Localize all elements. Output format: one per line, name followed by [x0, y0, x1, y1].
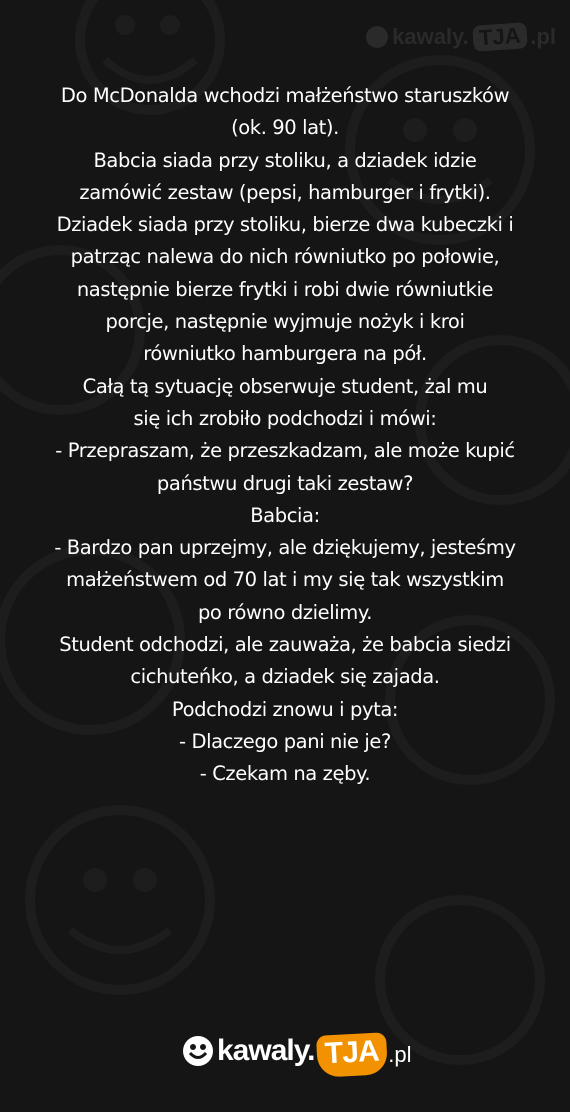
joke-line: Całą tą sytuację obserwuje student, żal mu	[82, 374, 488, 398]
joke-line: - Dlaczego pani nie je?	[179, 729, 391, 753]
joke-line: następnie bierze frytki i robi dwie równiutkie	[76, 277, 494, 301]
joke-line: cichuteńko, a dziadek się zajada.	[130, 665, 440, 689]
joke-line: - Bardzo pan uprzejmy, ale dziękujemy, jesteśmy	[54, 536, 516, 560]
brand-name: kawaly.	[217, 1034, 315, 1067]
joke-line: Babcia siada przy stoliku, a dziadek idzie	[93, 148, 477, 172]
joke-line: - Czekam na zęby.	[199, 762, 371, 786]
joke-line: państwu drugi taki zestaw?	[156, 471, 414, 495]
joke-line: się ich zrobiło podchodzi i mówi:	[133, 406, 437, 430]
top-watermark-pl: .pl	[530, 24, 556, 49]
brand-logo[interactable]	[183, 1030, 411, 1072]
joke-line: Student odchodzi, ale zauważa, że babcia siedzi	[59, 633, 511, 657]
joke-line: Babcia:	[250, 503, 320, 527]
top-watermark-name: kawaly.	[392, 24, 469, 49]
top-watermark-tja: TJA	[472, 22, 527, 52]
brand-domain: .pl	[388, 1042, 412, 1067]
joke-line: porcje, następnie wyjmuje nożyk i kroi	[105, 310, 465, 334]
joke-line: zamówić zestaw (pepsi, hamburger i frytki).	[79, 180, 491, 204]
joke-line: Dziadek siada przy stoliku, bierze dwa kubeczki i	[56, 213, 514, 237]
joke-line: po równo dzielimy.	[197, 600, 373, 624]
brand-tja-badge: TJA	[315, 1032, 387, 1078]
smiley-icon	[366, 26, 388, 48]
joke-line: - Przepraszam, że przeszkadzam, ale może kupić	[55, 439, 515, 463]
smiley-icon	[183, 1036, 213, 1066]
joke-line: Do McDonalda wchodzi małżeństwo staruszków	[60, 84, 510, 107]
joke-line: równiutko hamburgera na pół.	[143, 342, 427, 366]
joke-line: (ok. 90 lat).	[231, 116, 339, 140]
top-watermark-logo	[366, 24, 556, 50]
joke-text	[10, 80, 560, 791]
joke-line: patrząc nalewa do nich równiutko po połowie,	[70, 245, 500, 269]
joke-line: Podchodzi znowu i pyta:	[171, 697, 399, 721]
joke-line: małżeństwem od 70 lat i my się tak wszystkim	[66, 568, 504, 592]
